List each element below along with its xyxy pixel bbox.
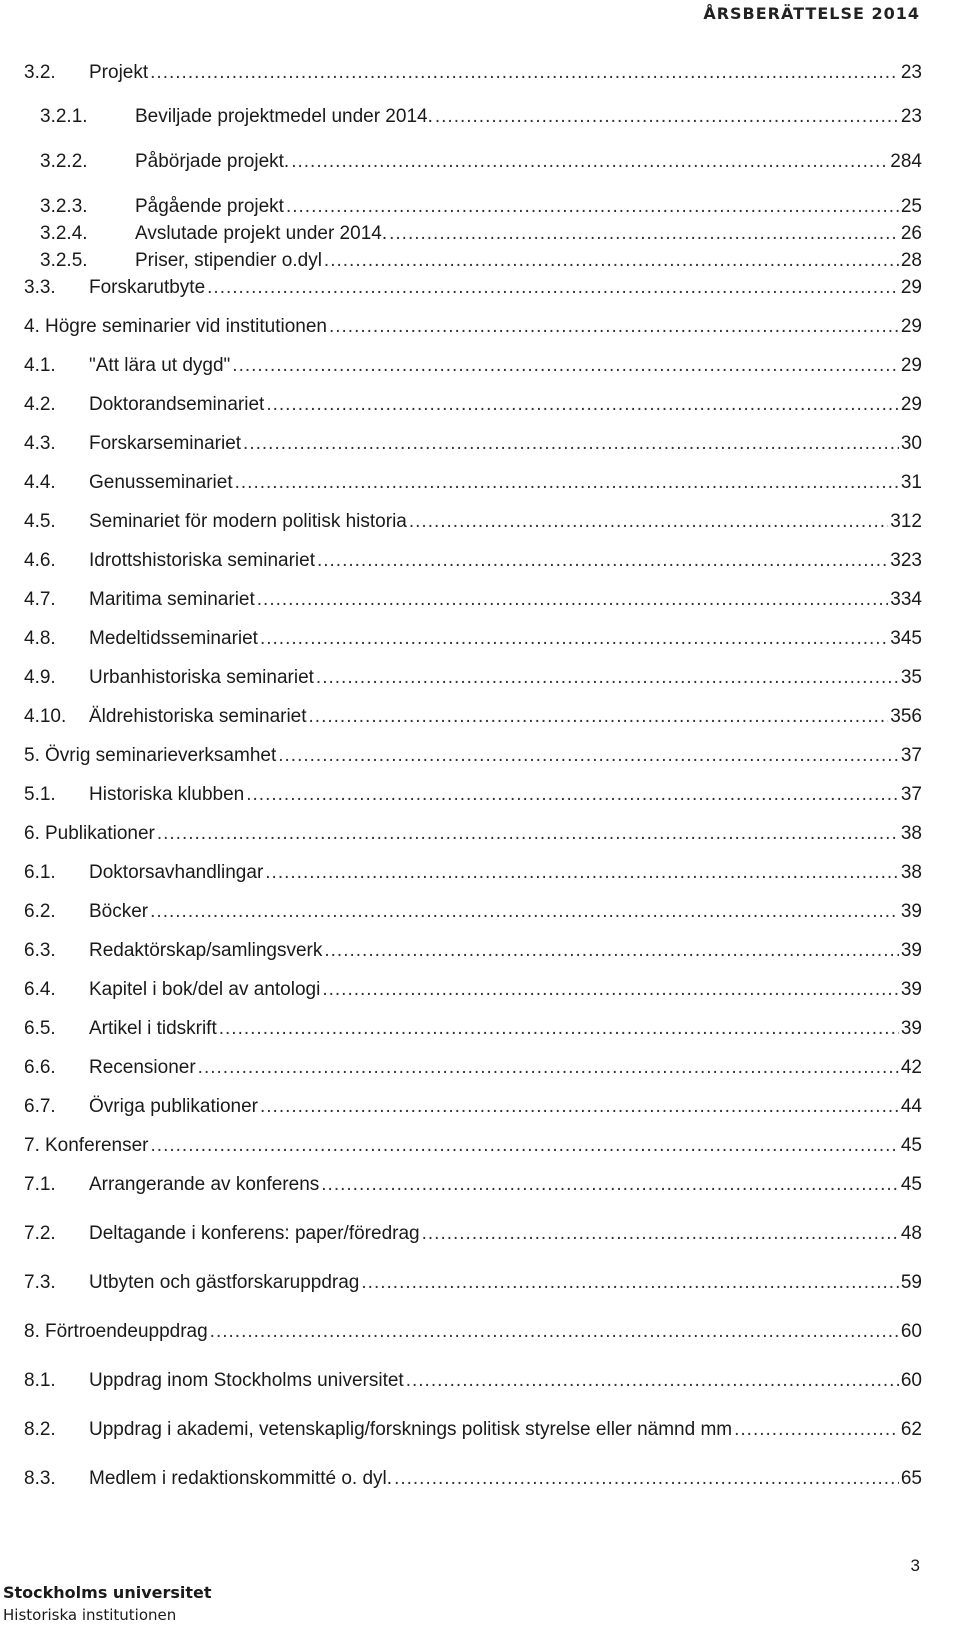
toc-entry-title: Uppdrag inom Stockholms universitet	[89, 1370, 404, 1391]
toc-entry-number: 6.7.	[24, 1096, 56, 1117]
toc-entry-page: 45	[900, 1135, 922, 1156]
toc-entry[interactable]	[24, 858, 922, 888]
toc-dot-leader	[324, 246, 899, 276]
toc-entry[interactable]	[24, 1317, 922, 1347]
toc-entry-page: 334	[890, 589, 922, 610]
toc-entry-page: 44	[900, 1096, 922, 1117]
toc-entry-page: 48	[900, 1223, 922, 1244]
toc-entry-number: 7.3.	[24, 1272, 56, 1293]
toc-entry-number: 7.1.	[24, 1174, 56, 1195]
toc-entry-page: 60	[900, 1370, 922, 1391]
toc-entry-number: 6.5.	[24, 1018, 56, 1039]
toc-entry-title: Urbanhistoriska seminariet	[89, 667, 314, 688]
toc-entry[interactable]	[24, 585, 922, 615]
toc-entry-title: Pågående projekt	[135, 196, 284, 217]
toc-dot-leader	[210, 1317, 899, 1347]
toc-entry[interactable]	[24, 1170, 922, 1200]
toc-entry-page: 39	[900, 940, 922, 961]
toc-entry[interactable]	[24, 219, 922, 249]
page-number: 3	[910, 1556, 920, 1575]
toc-dot-leader	[260, 624, 888, 654]
toc-entry-title: Beviljade projektmedel under 2014.	[135, 106, 433, 127]
toc-entry[interactable]	[24, 429, 922, 459]
toc-entry-number: 4.1.	[24, 355, 56, 376]
toc-entry[interactable]	[24, 1131, 922, 1161]
toc-entry[interactable]	[24, 741, 922, 771]
toc-entry-title: Doktorsavhandlingar	[89, 862, 264, 883]
toc-entry-number: 3.2.5.	[40, 250, 88, 271]
toc-dot-leader	[329, 312, 899, 342]
toc-entry-title: Forskarseminariet	[89, 433, 242, 454]
toc-entry[interactable]	[24, 1014, 922, 1044]
footer-department: Historiska institutionen	[3, 1606, 177, 1624]
toc-entry-page: 29	[900, 394, 922, 415]
toc-entry-title: Deltagande i konferens: paper/föredrag	[89, 1223, 420, 1244]
toc-entry-title: Kapitel i bok/del av antologi	[89, 979, 321, 1000]
toc-entry-page: 35	[900, 667, 922, 688]
toc-entry-page: 37	[900, 784, 922, 805]
toc-entry[interactable]	[24, 819, 922, 849]
toc-dot-leader	[316, 663, 899, 693]
toc-entry-page: 345	[890, 628, 922, 649]
toc-entry-number: 4.9.	[24, 667, 56, 688]
toc-entry-number: 3.2.4.	[40, 223, 88, 244]
toc-dot-leader	[321, 1170, 899, 1200]
toc-entry-title: Avslutade projekt under 2014.	[135, 223, 388, 244]
toc-dot-leader	[243, 429, 899, 459]
toc-dot-leader	[257, 585, 889, 615]
toc-entry-number: 4.7.	[24, 589, 56, 610]
toc-entry-number: 7.2.	[24, 1223, 56, 1244]
toc-entry[interactable]	[24, 147, 922, 177]
toc-entry-page: 39	[900, 979, 922, 1000]
toc-dot-leader	[309, 702, 889, 732]
toc-entry[interactable]	[24, 507, 922, 537]
toc-entry-page: 23	[900, 62, 922, 83]
toc-dot-leader	[232, 351, 899, 381]
toc-entry-title: Förtroendeuppdrag	[45, 1321, 208, 1342]
toc-entry-page: 65	[900, 1468, 922, 1489]
toc-entry[interactable]	[24, 780, 922, 810]
toc-entry-page: 26	[900, 223, 922, 244]
toc-dot-leader	[219, 1014, 899, 1044]
toc-entry[interactable]	[24, 1092, 922, 1122]
toc-entry-number: 4.3.	[24, 433, 56, 454]
toc-entry-page: 284	[890, 151, 922, 172]
toc-entry-number: 8.1.	[24, 1370, 56, 1391]
toc-entry-number: 6.6.	[24, 1057, 56, 1078]
toc-entry-title: "Att lära ut dygd"	[89, 355, 231, 376]
toc-dot-leader	[324, 936, 898, 966]
toc-dot-leader	[260, 1092, 899, 1122]
toc-entry-number: 5.	[24, 745, 40, 766]
toc-entry[interactable]	[24, 897, 922, 927]
toc-entry-page: 59	[900, 1272, 922, 1293]
toc-entry-number: 4.10.	[24, 706, 67, 727]
toc-entry[interactable]	[24, 273, 922, 303]
toc-entry-title: Genusseminariet	[89, 472, 233, 493]
toc-dot-leader	[291, 147, 888, 177]
toc-entry-page: 356	[890, 706, 922, 727]
toc-entry[interactable]	[24, 246, 922, 276]
toc-entry[interactable]	[24, 936, 922, 966]
toc-entry-number: 6.4.	[24, 979, 56, 1000]
toc-entry-page: 29	[900, 316, 922, 337]
toc-dot-leader	[435, 102, 899, 132]
toc-entry-page: 28	[900, 250, 922, 271]
toc-entry-page: 42	[900, 1057, 922, 1078]
toc-entry-title: Arrangerande av konferens	[89, 1174, 320, 1195]
toc-dot-leader	[286, 192, 899, 222]
toc-entry[interactable]	[24, 975, 922, 1005]
toc-dot-leader	[322, 975, 899, 1005]
toc-entry-title: Idrottshistoriska seminariet	[89, 550, 315, 571]
toc-entry[interactable]	[24, 663, 922, 693]
toc-entry[interactable]	[24, 192, 922, 222]
toc-dot-leader	[150, 897, 899, 927]
toc-entry-page: 62	[900, 1419, 922, 1440]
toc-entry-title: Recensioner	[89, 1057, 196, 1078]
toc-entry-title: Publikationer	[45, 823, 155, 844]
toc-entry-title: Medeltidsseminariet	[89, 628, 258, 649]
toc-dot-leader	[361, 1268, 898, 1298]
toc-dot-leader	[151, 1131, 899, 1161]
toc-entry-page: 29	[900, 355, 922, 376]
toc-entry-title: Påbörjade projekt.	[135, 151, 290, 172]
toc-entry-page: 38	[900, 862, 922, 883]
toc-entry[interactable]	[24, 390, 922, 420]
toc-entry-title: Redaktörskap/samlingsverk	[89, 940, 323, 961]
toc-entry-title: Seminariet för modern politisk historia	[89, 511, 407, 532]
toc-entry-title: Forskarutbyte	[89, 277, 206, 298]
toc-entry-page: 39	[900, 1018, 922, 1039]
toc-entry-number: 4.8.	[24, 628, 56, 649]
toc-entry-page: 37	[900, 745, 922, 766]
toc-entry-title: Konferenser	[45, 1135, 149, 1156]
toc-entry-number: 3.2.2.	[40, 151, 88, 172]
toc-entry-title: Övriga publikationer	[89, 1096, 258, 1117]
toc-dot-leader	[198, 1053, 899, 1083]
toc-entry[interactable]	[24, 58, 922, 88]
toc-entry-number: 3.3.	[24, 277, 56, 298]
toc-entry[interactable]	[24, 1366, 922, 1396]
toc-entry-title: Utbyten och gästforskaruppdrag	[89, 1272, 360, 1293]
toc-dot-leader	[406, 1366, 899, 1396]
toc-entry-title: Priser, stipendier o.dyl	[135, 250, 322, 271]
toc-entry-page: 323	[890, 550, 922, 571]
toc-dot-leader	[157, 819, 899, 849]
toc-entry[interactable]	[24, 351, 922, 381]
toc-entry-title: Övrig seminarieverksamhet	[45, 745, 277, 766]
toc-entry-page: 38	[900, 823, 922, 844]
toc-entry-page: 30	[900, 433, 922, 454]
toc-entry-number: 3.2.	[24, 62, 56, 83]
toc-entry-page: 45	[900, 1174, 922, 1195]
toc-entry-number: 6.2.	[24, 901, 56, 922]
toc-entry-number: 8.2.	[24, 1419, 56, 1440]
toc-entry-number: 4.5.	[24, 511, 56, 532]
toc-entry-title: Högre seminarier vid institutionen	[45, 316, 327, 337]
toc-entry-number: 6.	[24, 823, 40, 844]
toc-entry[interactable]	[24, 624, 922, 654]
toc-entry-title: Doktorandseminariet	[89, 394, 265, 415]
toc-dot-leader	[266, 390, 899, 420]
toc-entry-page: 31	[900, 472, 922, 493]
toc-dot-leader	[246, 780, 899, 810]
toc-entry-number: 7.	[24, 1135, 40, 1156]
toc-entry-title: Maritima seminariet	[89, 589, 255, 610]
toc-entry[interactable]	[24, 1464, 922, 1494]
toc-entry-title: Artikel i tidskrift	[89, 1018, 217, 1039]
toc-dot-leader	[389, 219, 899, 249]
toc-entry[interactable]	[24, 1415, 922, 1445]
toc-entry-title: Böcker	[89, 901, 149, 922]
toc-entry-number: 8.	[24, 1321, 40, 1342]
toc-entry[interactable]	[24, 702, 922, 732]
toc-entry-title: Historiska klubben	[89, 784, 245, 805]
toc-entry-title: Projekt	[89, 62, 149, 83]
toc-entry-number: 4.2.	[24, 394, 56, 415]
toc-entry[interactable]	[24, 546, 922, 576]
toc-entry-page: 312	[890, 511, 922, 532]
toc-entry[interactable]	[24, 1219, 922, 1249]
toc-entry-page: 39	[900, 901, 922, 922]
toc-entry-page: 23	[900, 106, 922, 127]
toc-entry-title: Äldrehistoriska seminariet	[89, 706, 307, 727]
toc-entry-number: 4.	[24, 316, 40, 337]
toc-entry-number: 6.1.	[24, 862, 56, 883]
toc-entry-title: Medlem i redaktionskommitté o. dyl.	[89, 1468, 393, 1489]
toc-dot-leader	[265, 858, 899, 888]
toc-entry[interactable]	[24, 102, 922, 132]
toc-entry[interactable]	[24, 312, 922, 342]
toc-entry-number: 6.3.	[24, 940, 56, 961]
footer-institution: Stockholms universitet	[3, 1583, 212, 1602]
toc-dot-leader	[150, 58, 899, 88]
toc-entry[interactable]	[24, 1268, 922, 1298]
toc-entry-page: 25	[900, 196, 922, 217]
toc-entry-page: 60	[900, 1321, 922, 1342]
toc-dot-leader	[394, 1464, 899, 1494]
toc-entry[interactable]	[24, 1053, 922, 1083]
page-header-title: ÅRSBERÄTTELSE 2014	[703, 4, 920, 23]
toc-dot-leader	[278, 741, 899, 771]
toc-dot-leader	[409, 507, 888, 537]
toc-entry-page: 29	[900, 277, 922, 298]
toc-dot-leader	[422, 1219, 899, 1249]
toc-entry-number: 8.3.	[24, 1468, 56, 1489]
toc-dot-leader	[734, 1415, 899, 1445]
toc-entry-title: Uppdrag i akademi, vetenskaplig/forsknings politisk styrelse eller nämnd mm	[89, 1419, 733, 1440]
toc-entry-number: 4.4.	[24, 472, 56, 493]
toc-dot-leader	[207, 273, 899, 303]
toc-entry-number: 3.2.1.	[40, 106, 88, 127]
toc-entry-number: 5.1.	[24, 784, 56, 805]
toc-dot-leader	[317, 546, 888, 576]
toc-entry-number: 4.6.	[24, 550, 56, 571]
toc-dot-leader	[235, 468, 899, 498]
toc-entry-number: 3.2.3.	[40, 196, 88, 217]
toc-entry[interactable]	[24, 468, 922, 498]
